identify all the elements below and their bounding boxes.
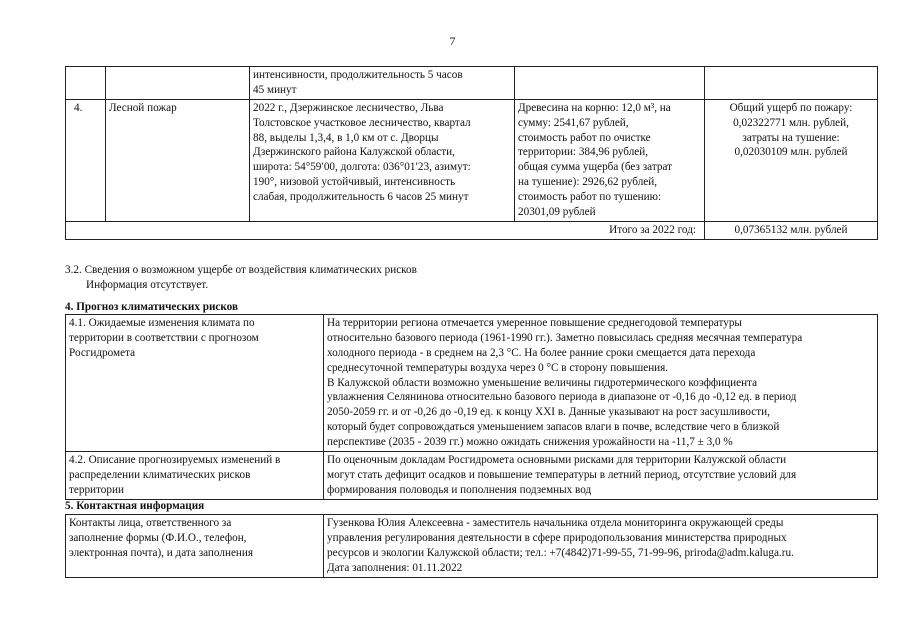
label-line: Контакты лица, ответственного за <box>69 517 232 529</box>
text-line: 2050-2059 гг. и от -0,26 до -0,19 ед. к концу XXI в. Данные указывают на рост засушливости, <box>327 406 770 419</box>
contact-text <box>324 515 878 578</box>
text-line: увлажнения Селянинова относительно базового периода в диапазоне от -0,16 до -0,12 ед. в период <box>327 391 797 404</box>
damage-line: сумму: 2541,67 рублей, <box>518 116 629 129</box>
text-line: могут стать дефицит осадков и повышение температуры в летний период, отсутствие условий для <box>327 468 797 481</box>
description-line: 2022 г., Дзержинское лесничество, Льва <box>253 101 444 114</box>
continuation-line: 45 минут <box>253 83 297 96</box>
label-line: Росгидромета <box>69 346 136 359</box>
description-line: 190°, низовой устойчивый, интенсивность <box>253 176 456 189</box>
damage-line: 20301,09 рублей <box>518 206 596 219</box>
section-5-title: 5. Контактная информация <box>65 500 205 512</box>
damage-line: территории: 384,96 рублей, <box>518 146 649 159</box>
damage-line: Древесина на корню: 12,0 м³, на <box>518 101 671 114</box>
table-row-total <box>66 221 878 239</box>
table-row-fire <box>66 99 878 221</box>
forecast-text <box>324 452 878 500</box>
description-line: 88, выделы 1,3,4, в 1,0 км от с. Дворцы <box>253 131 439 144</box>
text-line: перспективе (2035 - 2039 гг.) можно ожидать снижения урожайности на -11,7 ± 3,0 % <box>327 436 733 449</box>
table-row <box>66 452 878 500</box>
damage-details <box>515 99 705 221</box>
fire-damage-table <box>65 66 878 240</box>
text-line: По оценочным докладам Росгидромета основными рисками для территории Калужской области <box>327 454 787 467</box>
forecast-label <box>66 315 324 452</box>
total-value: 0,07365132 млн. рублей <box>705 221 878 239</box>
continuation-cell <box>250 67 515 100</box>
text-line: среднесуточной температуры воздуха через 0 °С в сторону повышения. <box>327 361 669 374</box>
damage-line: на тушение): 2926,62 рублей, <box>518 176 658 189</box>
text-line: На территории региона отмечается умеренное повышение среднегодовой температуры <box>327 317 742 329</box>
text-line: управления регулирования деятельности в сфере природопользования министерства природных <box>327 531 787 544</box>
text-line: относительно базового периода (1961-1990 гг.). Заметно повысилась средняя месячная температура <box>327 331 803 344</box>
event-description <box>250 99 515 221</box>
damage-line: стоимость работ по тушению: <box>518 191 662 204</box>
label-line: 4.2. Описание прогнозируемых изменений в <box>69 454 281 467</box>
total-line: 0,02030109 млн. рублей <box>734 146 848 159</box>
description-line: Дзержинского района Калужской области, <box>253 146 455 159</box>
section-32-title: 3.2. Сведения о возможном ущербе от воздействия климатических рисков <box>65 264 417 276</box>
label-line: 4.1. Ожидаемые изменения климата по <box>69 317 255 329</box>
label-line: заполнение формы (Ф.И.О., телефон, <box>69 531 247 544</box>
description-line: Толстовское участковое лесничество, квартал <box>253 116 471 129</box>
contact-label <box>66 515 324 578</box>
table-row <box>66 315 878 452</box>
total-line: затраты на тушение: <box>742 131 840 144</box>
page-number: 7 <box>449 34 456 48</box>
table-row <box>66 515 878 578</box>
total-damage <box>705 99 878 221</box>
section-32-text: Информация отсутствует. <box>86 279 209 291</box>
description-line: широта: 54°59′00, долгота: 036°01′23, азимут: <box>253 161 471 174</box>
label-line: электронная почта), и дата заполнения <box>69 546 254 559</box>
text-line: Гузенкова Юлия Алексеевна - заместитель начальника отдела мониторинга окружающей среды <box>327 517 784 529</box>
total-line: 0,02322771 млн. рублей, <box>733 116 849 129</box>
description-line: слабая, продолжительность 6 часов 25 минут <box>253 191 469 204</box>
text-line: который будет сопровождаться уменьшением запасов влаги в почве, вследствие чего в близкой <box>327 421 780 434</box>
total-line: Общий ущерб по пожару: <box>729 101 853 114</box>
row-number: 4. <box>66 99 106 221</box>
label-line: территории <box>69 483 124 496</box>
text-line: формирования половодья и пополнения подземных вод <box>327 483 592 496</box>
text-line: холодного периода - в среднем на 2,3 °С. На более ранние сроки смещается дата перехода <box>327 346 756 359</box>
label-line: территории в соответствии с прогнозом <box>69 331 259 344</box>
text-line: В Калужской области возможно уменьшение величины гидротермического коэффициента <box>327 376 758 389</box>
forecast-label <box>66 452 324 500</box>
forecast-text <box>324 315 878 452</box>
fill-date: Дата заполнения: 01.11.2022 <box>327 561 463 574</box>
table-row-continuation <box>66 67 878 100</box>
section-4-title: 4. Прогноз климатических рисков <box>65 301 239 313</box>
damage-line: общая сумма ущерба (без затрат <box>518 161 673 174</box>
label-line: распределении климатических рисков <box>69 468 251 481</box>
damage-line: стоимость работ по очистке <box>518 131 651 144</box>
text-line: ресурсов и экологии Калужской области; тел.: +7(4842)71-99-55, 71-99-96, priroda@adm.kaluga.ru. <box>327 546 794 559</box>
total-label: Итого за 2022 год: <box>66 221 705 239</box>
forecast-table <box>65 314 878 500</box>
event-type: Лесной пожар <box>106 99 250 221</box>
contact-table <box>65 514 878 578</box>
continuation-line: интенсивности, продолжительность 5 часов <box>253 69 463 81</box>
